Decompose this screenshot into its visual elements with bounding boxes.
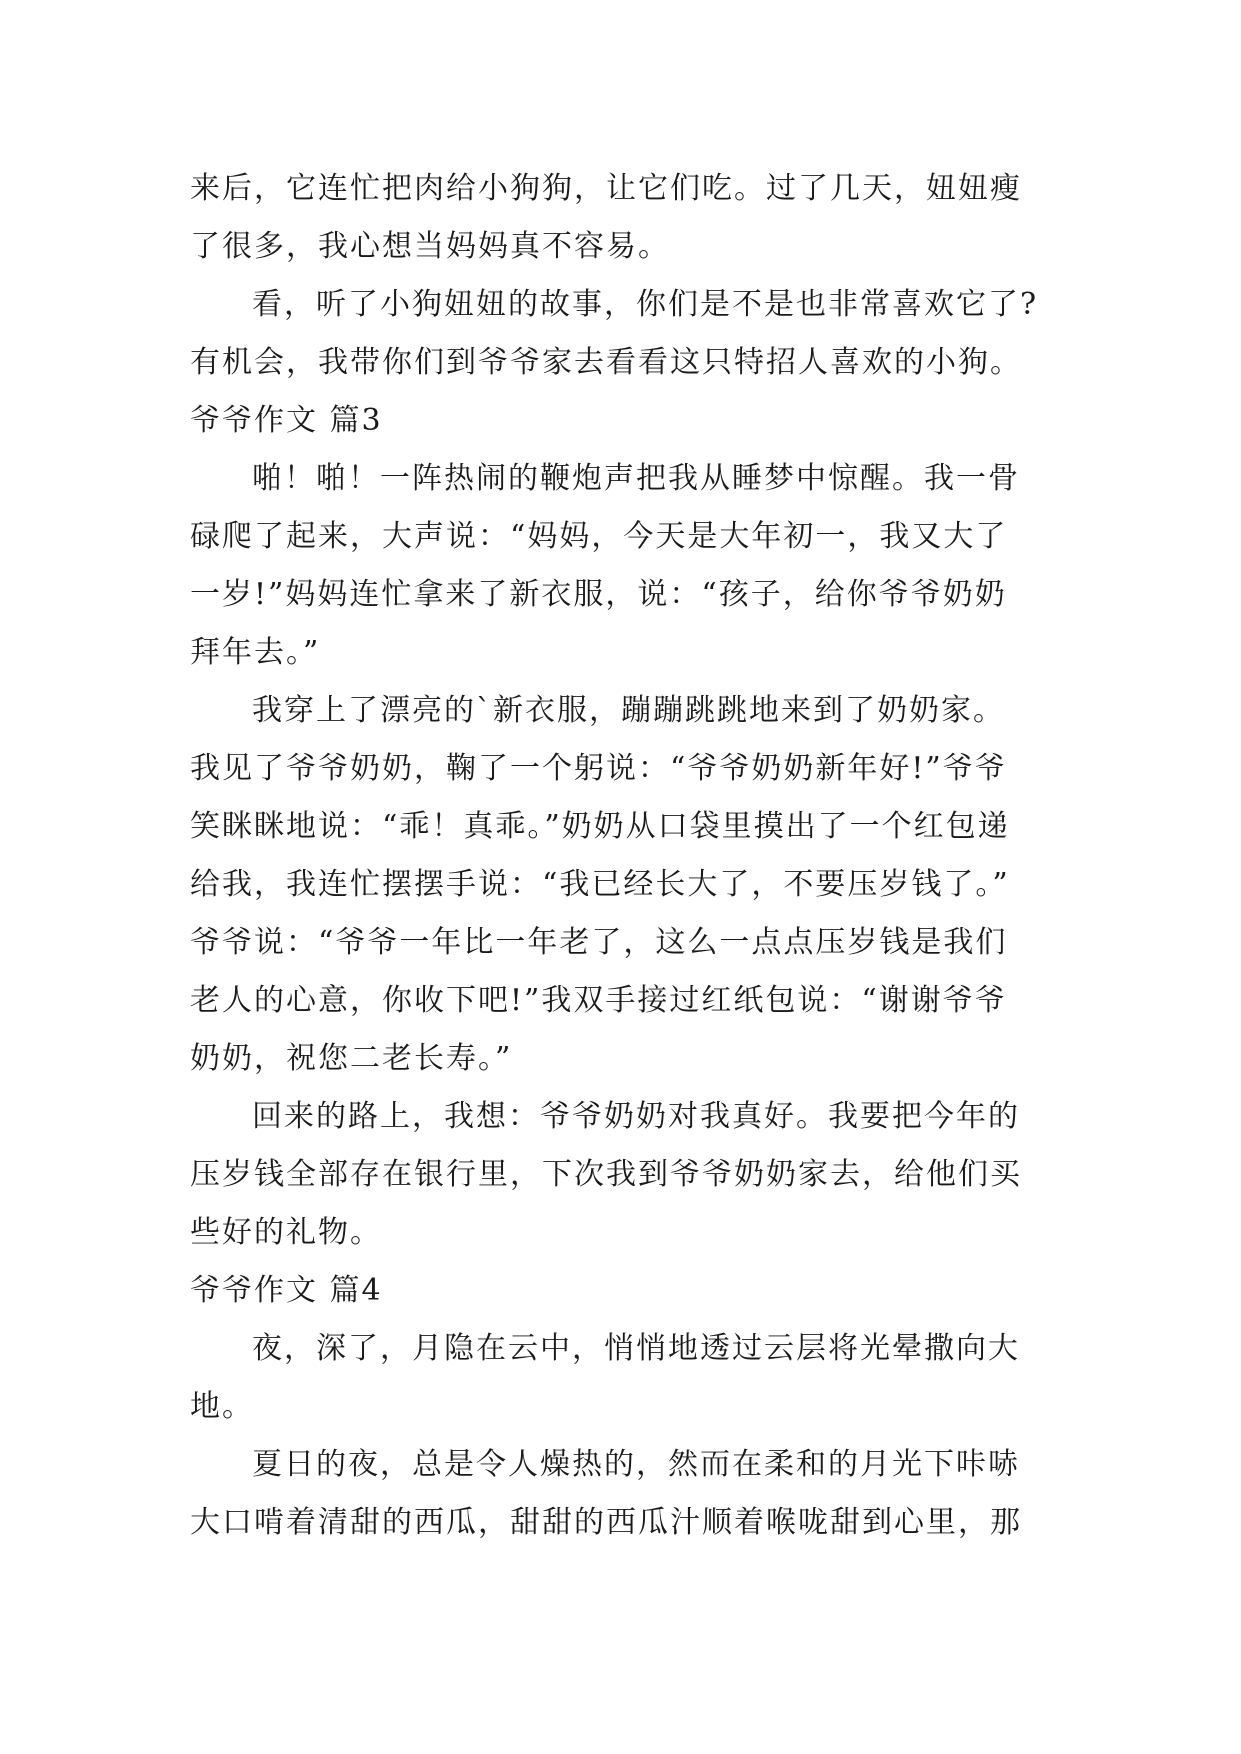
text-line: 我穿上了漂亮的`新衣服，蹦蹦跳跳地来到了奶奶家。 xyxy=(252,693,1005,728)
text-line: 爷爷说：“爷爷一年比一年老了，这么一点点压岁钱是我们 xyxy=(190,925,1008,960)
document-body xyxy=(190,160,1080,1552)
text-line: 一岁!”妈妈连忙拿来了新衣服，说：“孩子，给你爷爷奶奶 xyxy=(190,577,1007,612)
text-line: 碌爬了起来，大声说：“妈妈，今天是大年初一，我又大了 xyxy=(190,519,1008,554)
text-line: 压岁钱全部存在银行里，下次我到爷爷奶奶家去，给他们买 xyxy=(190,1157,1022,1192)
text-line: 我见了爷爷奶奶，鞠了一个躬说：“爷爷奶奶新年好!”爷爷 xyxy=(190,751,1007,786)
text-line: 些好的礼物。 xyxy=(190,1215,382,1250)
section-heading: 爷爷作文 篇4 xyxy=(190,1273,383,1308)
text-line: 看，听了小狗妞妞的故事，你们是不是也非常喜欢它了? xyxy=(252,287,1039,322)
text-line: 给我，我连忙摆摆手说：“我已经长大了，不要压岁钱了。” xyxy=(190,867,1010,902)
text-line: 地。 xyxy=(190,1389,254,1424)
text-line: 老人的心意，你收下吧!”我双手接过红纸包说：“谢谢爷爷 xyxy=(190,983,1007,1018)
text-line: 有机会，我带你们到爷爷家去看看这只特招人喜欢的小狗。 xyxy=(190,345,1022,380)
text-line: 大口啃着清甜的西瓜，甜甜的西瓜汁顺着喉咙甜到心里，那 xyxy=(190,1505,1022,1540)
text-line: 回来的路上，我想：爷爷奶奶对我真好。我要把今年的 xyxy=(252,1099,1020,1134)
text-line: 啪！啪！一阵热闹的鞭炮声把我从睡梦中惊醒。我一骨 xyxy=(252,461,1020,496)
text-line: 夏日的夜，总是令人燥热的，然而在柔和的月光下咔哧 xyxy=(252,1447,1020,1482)
section-heading: 爷爷作文 篇3 xyxy=(190,403,383,438)
text-line: 笑眯眯地说：“乖！真乖。”奶奶从口袋里摸出了一个红包递 xyxy=(190,809,1010,844)
text-line: 拜年去。” xyxy=(190,635,321,670)
text-line: 奶奶，祝您二老长寿。” xyxy=(190,1041,513,1076)
text-line: 了很多，我心想当妈妈真不容易。 xyxy=(190,229,670,264)
text-line: 来后，它连忙把肉给小狗狗，让它们吃。过了几天，妞妞瘦 xyxy=(190,171,1022,206)
text-line: 夜，深了，月隐在云中，悄悄地透过云层将光晕撒向大 xyxy=(252,1331,1020,1366)
